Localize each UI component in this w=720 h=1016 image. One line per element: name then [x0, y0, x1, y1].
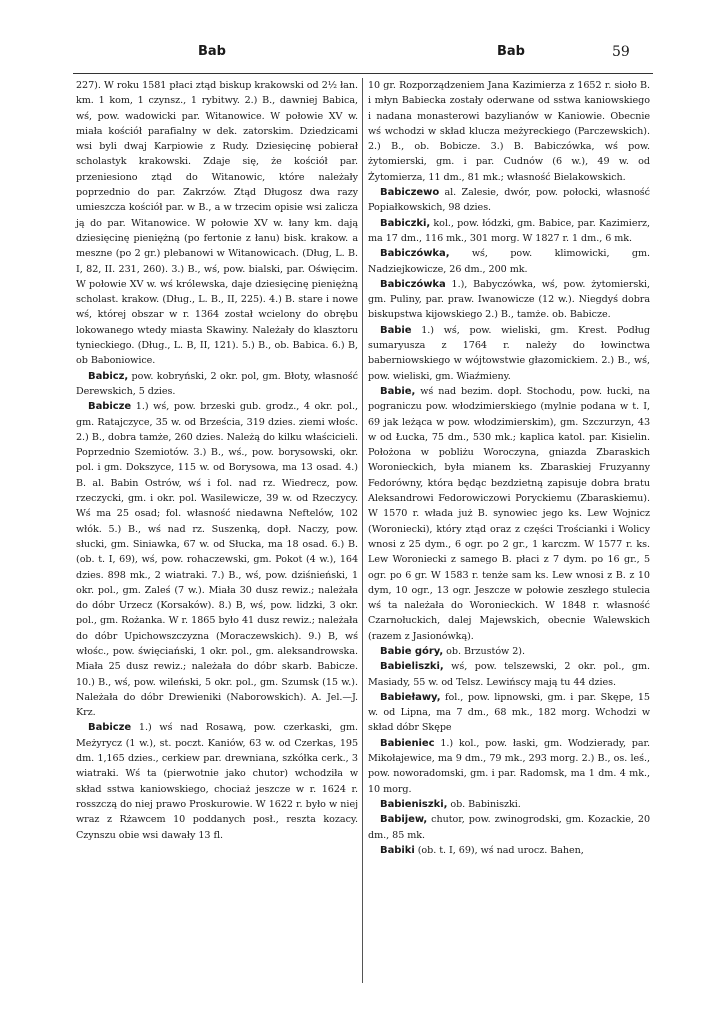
entry-text: wś, pow. klimowicki, gm. Nadziejkowicze, 26 dm., 200 mk. — [368, 248, 650, 275]
entry-text: 227). W roku 1581 płaci ztąd biskup krakowski od 2½ łan. km. 1 kom, 1 czynsz., 1 rybitwy. 2.) B., dawniej Babica, wś, pow. wadowicki par. Witanowice. W połowie XV w. miała kościół parafialny w dek. zatorskim. Dziedzicami wsi byli dwaj Karpiowie z Rudy. Dziesięcinę pobierał scholastyk krakowski. Zdaje się, że kościół par. przeniesiono ztąd do Witanowic, które należały poprzednio do par. Zakrzów. Ztąd Długosz dwa razy umieszcza kościół par. w B., a w trzecim opisie wsi zalicza ją do par. Witanowice. W połowie XV w. łany km. dają dziesięcinę pieniężną (po fertonie z łanu) bisk. krakow. a meszne (po 2 gr.) plebanowi w Witanowicach. (Dług, L. B. I, 82, II. 231, 260). 3.) B., wś, pow. bialski, par. Oświęcim. W połowie XV w. wś królewska, daje dziesięcinę pieniężną scholast. krakow. (Dług., L. B., II, 225). 4.) B. stare i nowe wś, której obszar w r. 1364 został wcielony do obrębu lokowanego wtedy miasta Skawiny. Należały do klasztoru tynieckiego. (Dług., L. B, II, 121). 5.) B., ob. Babica. 6.) B, ob Baboniowice. — [76, 80, 358, 367]
entry-text: 1.) kol., pow. łaski, gm. Wodzierady, par. Mikołajewice, ma 9 dm., 79 mk., 293 morg. 2.) B., os. leś., pow. noworadomski, gm. i par. Radomsk, ma 1 dm. 4 mk., 10 morg. — [368, 737, 650, 795]
entry-headword: Babiczewo — [380, 187, 440, 199]
dictionary-entry — [368, 797, 650, 812]
entry-text: 1.) wś, pow. brzeski gub. grodz., 4 okr. pol., gm. Ratajczyce, 35 w. od Brześcia, 319 dzies. ziemi włośc. 2.) B., dobra tamże, 260 dzies. Należą do kilku właścicieli. Poprzednio Szemiotów. 3.) B., wś., pow. borysowski, okr. pol. i gm. Dokszyce, 115 w. od Borysowa, ma 13 osad. 4.) B. al. Babin Ostrów, wś i fol. nad rz. Wiedrecz, pow. rzeczycki, gm. i okr. pol. Wasilewicze, 39 w. od Rzeczycy. Wś ma 25 osad; fol. własność niedawna Neftelów, 102 włók. 5.) B., wś nad rz. Suszenką, dopł. Naczy, pow. słucki, gm. Siniawka, 67 w. od Słucka, ma 18 osad. 6.) B. (ob. t. I, 69), wś, pow. rohaczewski, gm. Pokot (4 w.), 164 dzies. 898 mk., 2 wiatraki. 7.) B., wś, pow. dziśnieński, 1 okr. pol., gm. Zaleś (7 w.). Miała 30 dusz rewiz.; należała do dóbr Urzecz (Korsaków). 8.) B, wś, pow. lidzki, 3 okr. pol., gm. Rożanka. W r. 1865 było 41 dusz rewiz.; należała do dóbr Upichowszczyzna (Moraczewskich). 9.) B, wś włośc., pow. święciański, 1 okr. pol., gm. aleksandrowska. Miała 25 dusz rewiz.; należała do dóbr skarb. Babicze. 10.) B., wś, pow. wileński, 5 okr. pol., gm. Szumsk (15 w.). Należała do dóbr Drewieniki (Naborowskich). A. Jel.—J. Krz. — [76, 401, 358, 719]
entry-headword: Babijew, — [380, 814, 428, 826]
entry-headword: Babieniszki, — [380, 798, 448, 810]
entry-text: 1.) wś, pow. wieliski, gm. Krest. Podług sumaryusza z 1764 r. należy do łowinctwa baberniowskiego w wójtowstwie głazomickiem. 2.) B., wś, pow. wieliski, gm. Wiaźmieny. — [368, 324, 650, 382]
entry-text: kol., pow. łódzki, gm. Babice, par. Kazimierz, ma 17 dm., 116 mk., 301 morg. W 1827 r. 1 dm., 6 mk. — [368, 217, 650, 244]
dictionary-entry — [368, 659, 650, 690]
entry-headword: Babiczki, — [380, 217, 431, 229]
page-number: 59 — [612, 44, 630, 60]
entry-text: 1.), Babyczówka, wś, pow. żytomierski, gm. Puliny, par. praw. Iwanowicze (12 w.). Niegdyś dobra biskupstwa kijowskiego 2.) B., tamże. ob. Babicze. — [368, 278, 650, 321]
header-left-title: Bab — [198, 44, 226, 59]
left-column — [76, 78, 358, 843]
entry-headword: Babicze — [88, 722, 132, 734]
dictionary-entry — [76, 78, 358, 369]
dictionary-entry — [368, 277, 650, 323]
entry-text: ob. Babiniszki. — [447, 798, 521, 810]
dictionary-entry — [368, 812, 650, 843]
dictionary-entry — [368, 736, 650, 797]
dictionary-entry — [368, 216, 650, 247]
header-rule — [73, 73, 653, 74]
entry-text: 1.) wś nad Rosawą, pow. czerkaski, gm. Meżyrycz (1 w.), st. poczt. Kaniów, 63 w. od Czerkas, 195 dm. 1,165 dzies., cerkiew par. drewniana, szkółka cerk., 3 wiatraki. Wś ta (pierwotnie jako chutor) wchodziła w skład sstwa kaniowskiego, chociaż jeszcze w r. 1624 r. rosszczą do niej prawo Proskurowie. W 1622 r. było w niej wraz z Rżawcem 10 poddanych posł., reszta kozacy. Czynszu obie wsi dawały 13 fl. — [76, 722, 358, 841]
entry-headword: Babie góry, — [380, 645, 444, 657]
dictionary-entry — [368, 246, 650, 277]
entry-text: fol., pow. lipnowski, gm. i par. Skępe, 15 w. od Lipna, ma 7 dm., 68 mk., 182 morg. Wchodzi w skład dóbr Skępe — [368, 691, 650, 734]
header-center-title: Bab — [497, 44, 525, 59]
running-header — [0, 44, 720, 64]
entry-text: wś, pow. telszewski, 2 okr. pol., gm. Masiady, 55 w. od Telsz. Lewińscy mają tu 44 dzies. — [368, 661, 650, 688]
dictionary-entry — [368, 384, 650, 644]
dictionary-entry — [368, 185, 650, 216]
entry-text: (ob. t. I, 69), wś nad urocz. Bahen, — [414, 844, 584, 856]
entry-text: 10 gr. Rozporządzeniem Jana Kazimierza z 1652 r. sioło B. i młyn Babiecka zostały oderwane od sstwa kaniowskiego i nadana monasterowi bazylianów w Kaniowie. Obecnie wś wchodzi w skład klucza meżyreckiego (Parczewskich). 2.) B., ob. Bobicze. 3.) B. Babiczówka, wś pow. żytomierski, gm. i par. Cudnów (6 w.), 49 w. od Żytomierza, 11 dm., 81 mk.; własność Bielakowskich. — [368, 80, 650, 183]
entry-text: pow. kobryński, 2 okr. pol, gm. Błoty, własność Derewskich, 5 dzies. — [76, 370, 358, 397]
dictionary-entry — [368, 78, 650, 185]
dictionary-entry — [76, 720, 358, 842]
entry-text: chutor, pow. zwinogrodski, gm. Kozackie, 20 dm., 85 mk. — [368, 814, 650, 841]
column-divider — [362, 78, 363, 983]
dictionary-entry — [368, 644, 650, 659]
entry-headword: Babiki — [380, 844, 415, 856]
dictionary-entry — [368, 690, 650, 736]
entry-headword: Babieniec — [380, 737, 435, 749]
dictionary-entry — [76, 369, 358, 400]
entry-headword: Babieliszki, — [380, 661, 444, 673]
right-column — [368, 78, 650, 858]
entry-text: wś nad bezim. dopł. Stochodu, pow. łucki, na pograniczu pow. włodzimierskiego (mylnie podana w t. I, 69 jak leżąca w pow. włodzimierskim), gm. Szczurzyn, 43 w od Łucka, 75 dm., 530 mk.; kaplica katol. par. Kisielin. Położona w pobliżu Woroczyna, gniazda Zbaraskich Woronieckich, była mianem ks. Zbaraskiej Fruzyanny Fedorówny, która będąc bezdzietną zapisuje dobra bratu Aleksandrowi Fedorowiczowi Poryckiemu (Zbaraskiemu). W 1570 r. włada już B. synowiec jego ks. Lew Wojnicz (Woroniecki), który ztąd oraz z części Trościanki i Wolicy wnosi z 25 dym., 6 ogr. po 2 gr., 1 karczm. W 1577 r. ks. Lew Woroniecki z samego B. płaci z 7 dym. po 16 gr., 5 ogr. po 6 gr. W 1583 r. tenże sam ks. Lew wnosi z B. z 10 dym, 10 ogr., 13 ogr. Jeszcze w połowie zeszłego stulecia wś ta należała do Woronieckich. W 1848 r. własność Czarnołuckich, dalej Majewskich, obecnie Walewskich (razem z Jasionówką). — [368, 385, 650, 642]
entry-headword: Babie — [380, 324, 412, 336]
dictionary-entry — [368, 323, 650, 384]
entry-headword: Babicz, — [88, 370, 129, 382]
entry-headword: Babieławy, — [380, 691, 441, 703]
entry-text: al. Zalesie, dwór, pow. połocki, własność Popiałkowskich, 98 dzies. — [368, 187, 650, 214]
entry-headword: Babiczówka — [380, 278, 446, 290]
entry-headword: Babicze — [88, 401, 132, 413]
dictionary-entry — [76, 399, 358, 720]
dictionary-entry — [368, 843, 650, 858]
entry-headword: Babie, — [380, 385, 416, 397]
entry-text: ob. Brzustów 2). — [443, 645, 525, 657]
entry-headword: Babiczówka, — [380, 248, 450, 260]
